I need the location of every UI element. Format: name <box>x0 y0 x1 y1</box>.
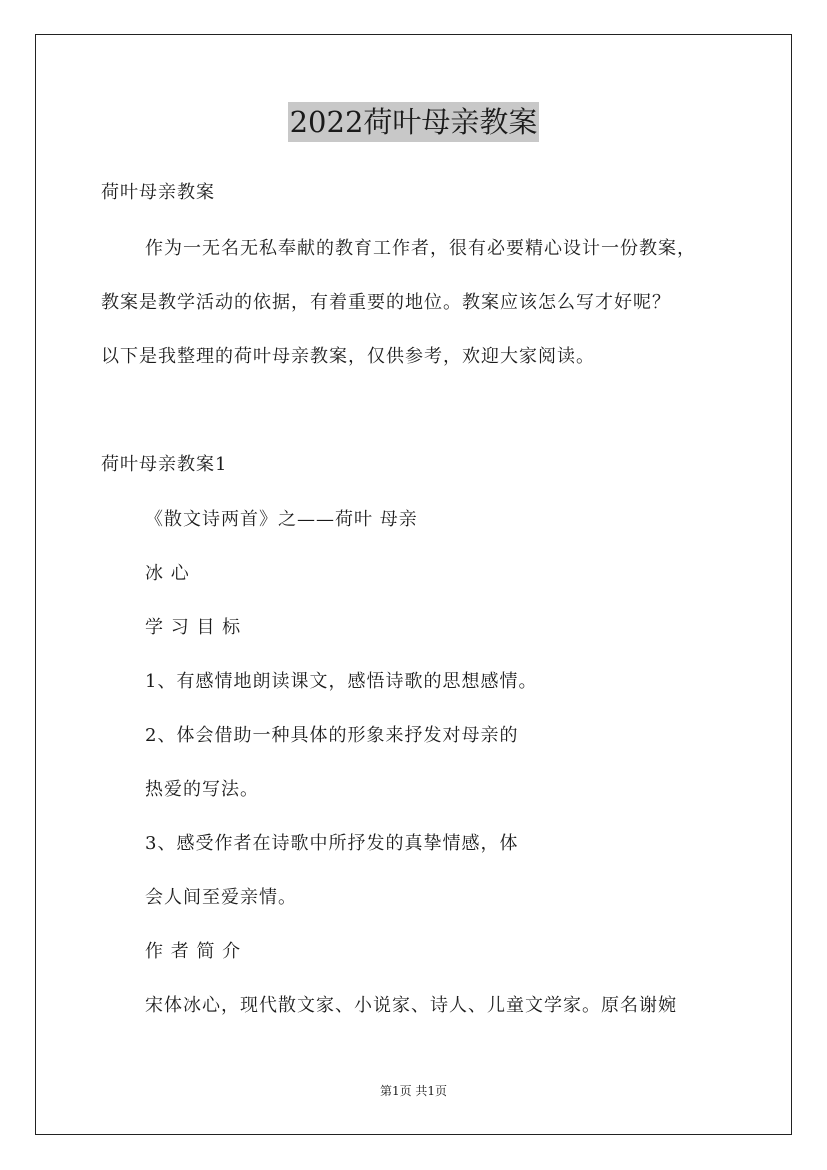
objective-item: 2、体会借助一种具体的形象来抒发对母亲的 <box>145 725 519 746</box>
section-heading: 荷叶母亲教案1 <box>101 454 228 475</box>
subheading: 学 习 目 标 <box>145 617 242 638</box>
text-line: 《散文诗两首》之——荷叶 母亲 <box>145 509 418 530</box>
author-name: 冰 心 <box>145 563 190 584</box>
page-footer: 第1页 共1页 <box>379 1084 448 1098</box>
section-heading: 荷叶母亲教案 <box>101 182 215 203</box>
document-title: 2022荷叶母亲教案 <box>288 102 540 142</box>
text-line: 宋体冰心，现代散文家、小说家、诗人、儿童文学家。原名谢婉 <box>145 995 677 1016</box>
objective-item: 3、感受作者在诗歌中所抒发的真挚情感，体 <box>145 833 519 854</box>
intro-paragraph-line: 以下是我整理的荷叶母亲教案，仅供参考，欢迎大家阅读。 <box>101 346 595 367</box>
objective-item: 1、有感情地朗读课文，感悟诗歌的思想感情。 <box>145 671 538 692</box>
intro-paragraph-line: 作为一无名无私奉献的教育工作者，很有必要精心设计一份教案， <box>145 238 696 259</box>
intro-paragraph-line: 教案是教学活动的依据，有着重要的地位。教案应该怎么写才好呢？ <box>101 292 671 313</box>
title-container <box>0 102 827 142</box>
objective-item-continued: 热爱的写法。 <box>145 779 259 800</box>
subheading: 作 者 简 介 <box>145 941 242 962</box>
objective-item-continued: 会人间至爱亲情。 <box>145 887 297 908</box>
